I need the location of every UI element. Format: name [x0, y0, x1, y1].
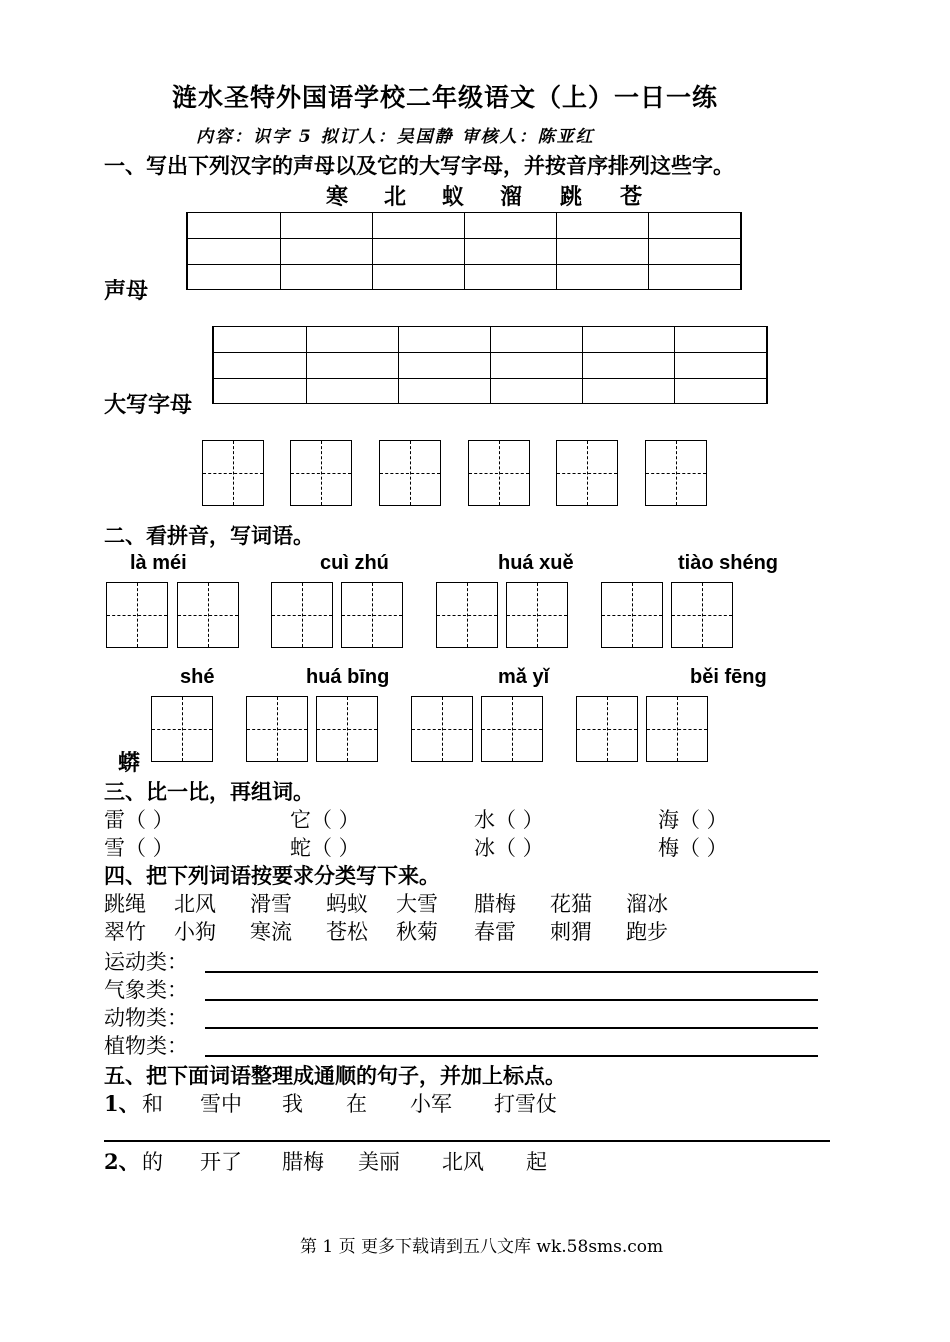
write-box[interactable]: [671, 582, 733, 648]
q1-char-4: 溜: [500, 184, 523, 210]
answer-line-plants[interactable]: [205, 1031, 818, 1057]
pinyin-5: shé: [180, 666, 215, 688]
prefix-char: 蟒: [118, 750, 141, 776]
capitals-cell[interactable]: [490, 326, 583, 404]
order-box[interactable]: [468, 440, 530, 506]
word: 跳绳: [104, 892, 146, 916]
write-box[interactable]: [106, 582, 168, 648]
write-box[interactable]: [646, 696, 708, 762]
order-box[interactable]: [379, 440, 441, 506]
capitals-cell[interactable]: [214, 326, 307, 404]
capitals-cell[interactable]: [674, 326, 767, 404]
initials-cell[interactable]: [280, 212, 373, 290]
sentence-word: 在: [346, 1092, 367, 1116]
word: 腊梅: [474, 892, 516, 916]
answer-line-sentence-1[interactable]: [104, 1116, 830, 1142]
write-box[interactable]: [436, 582, 498, 648]
sentence-word: 小军: [410, 1092, 452, 1116]
word: 秋菊: [396, 920, 438, 944]
compare-item: 海（ ）: [658, 808, 728, 832]
word: 大雪: [396, 892, 438, 916]
capitals-grid[interactable]: [212, 326, 768, 404]
compare-item: 梅（ ）: [658, 836, 728, 860]
order-box[interactable]: [202, 440, 264, 506]
write-box[interactable]: [271, 582, 333, 648]
sentence-word: 打雪仗: [494, 1092, 557, 1116]
sentence-1-number: 1、: [104, 1091, 140, 1116]
pinyin-7: mǎ yǐ: [498, 666, 550, 688]
sentence-word: 雪中: [200, 1092, 242, 1116]
word: 蚂蚁: [326, 892, 368, 916]
q1-char-6: 苍: [620, 184, 643, 210]
order-box[interactable]: [645, 440, 707, 506]
q1-char-2: 北: [384, 184, 407, 210]
sentence-word: 腊梅: [282, 1150, 324, 1174]
compare-item: 蛇（ ）: [290, 836, 360, 860]
initials-cell[interactable]: [556, 212, 649, 290]
label-capitals: 大写字母: [104, 392, 193, 418]
compare-item: 它（ ）: [290, 808, 360, 832]
page-meta: 内容：识字 5 拟订人：吴国静 审核人：陈亚红: [196, 127, 595, 147]
word: 北风: [174, 892, 216, 916]
sentence-word: 我: [282, 1092, 303, 1116]
initials-cell[interactable]: [372, 212, 465, 290]
initials-cell[interactable]: [464, 212, 557, 290]
page-title: 涟水圣特外国语学校二年级语文（上）一日一练: [172, 83, 719, 112]
word: 春雷: [474, 920, 516, 944]
pinyin-1: là méi: [130, 552, 187, 574]
q1-char-5: 跳: [560, 184, 583, 210]
sentence-word: 起: [526, 1150, 547, 1174]
q5-heading: 五、把下面词语整理成通顺的句子，并加上标点。: [104, 1063, 566, 1088]
q1-char-1: 寒: [326, 184, 349, 210]
order-box[interactable]: [556, 440, 618, 506]
pinyin-2: cuì zhú: [320, 552, 389, 574]
word: 刺猬: [550, 920, 592, 944]
sentence-word: 的: [142, 1150, 163, 1174]
write-box[interactable]: [576, 696, 638, 762]
compare-item: 雪（ ）: [104, 836, 174, 860]
write-box[interactable]: [246, 696, 308, 762]
sentence-word: 和: [142, 1092, 163, 1116]
write-box[interactable]: [411, 696, 473, 762]
label-initials: 声母: [104, 278, 149, 304]
write-box[interactable]: [341, 582, 403, 648]
page-footer: 第 1 页 更多下载请到五八文库 wk.58sms.com: [300, 1237, 664, 1257]
sentence-word: 开了: [200, 1150, 242, 1174]
sentence-2-number: 2、: [104, 1149, 140, 1174]
word: 跑步: [626, 920, 668, 944]
q4-heading: 四、把下列词语按要求分类写下来。: [104, 863, 440, 888]
answer-line-animals[interactable]: [205, 1003, 818, 1029]
capitals-cell[interactable]: [306, 326, 399, 404]
sentence-word: 北风: [442, 1150, 484, 1174]
answer-line-weather[interactable]: [205, 975, 818, 1001]
word: 花猫: [550, 892, 592, 916]
category-plants: 植物类：: [104, 1034, 188, 1058]
pinyin-6: huá bīng: [306, 666, 390, 688]
pinyin-3: huá xuě: [498, 552, 574, 574]
word: 寒流: [250, 920, 292, 944]
answer-line-sports[interactable]: [205, 947, 818, 973]
write-box[interactable]: [481, 696, 543, 762]
q3-heading: 三、比一比，再组词。: [104, 779, 314, 804]
write-box[interactable]: [316, 696, 378, 762]
compare-item: 雷（ ）: [104, 808, 174, 832]
initials-grid[interactable]: [186, 212, 742, 290]
word: 苍松: [326, 920, 368, 944]
sentence-word: 美丽: [358, 1150, 400, 1174]
order-box[interactable]: [290, 440, 352, 506]
category-weather: 气象类：: [104, 978, 188, 1002]
pinyin-4: tiào shéng: [678, 552, 779, 574]
word: 溜冰: [626, 892, 668, 916]
pinyin-8: běi fēng: [690, 666, 767, 688]
write-box[interactable]: [151, 696, 213, 762]
compare-item: 水（ ）: [474, 808, 544, 832]
capitals-cell[interactable]: [582, 326, 675, 404]
q2-heading: 二、看拼音，写词语。: [104, 523, 314, 548]
word: 翠竹: [104, 920, 146, 944]
word: 滑雪: [250, 892, 292, 916]
category-sports: 运动类：: [104, 950, 188, 974]
word: 小狗: [174, 920, 216, 944]
q1-heading: 一、写出下列汉字的声母以及它的大写字母，并按音序排列这些字。: [104, 153, 734, 178]
write-box[interactable]: [601, 582, 663, 648]
write-box[interactable]: [506, 582, 568, 648]
capitals-cell[interactable]: [398, 326, 491, 404]
q1-char-3: 蚁: [442, 184, 465, 210]
category-animals: 动物类：: [104, 1006, 188, 1030]
write-box[interactable]: [177, 582, 239, 648]
initials-cell[interactable]: [188, 212, 281, 290]
compare-item: 冰（ ）: [474, 836, 544, 860]
initials-cell[interactable]: [648, 212, 741, 290]
